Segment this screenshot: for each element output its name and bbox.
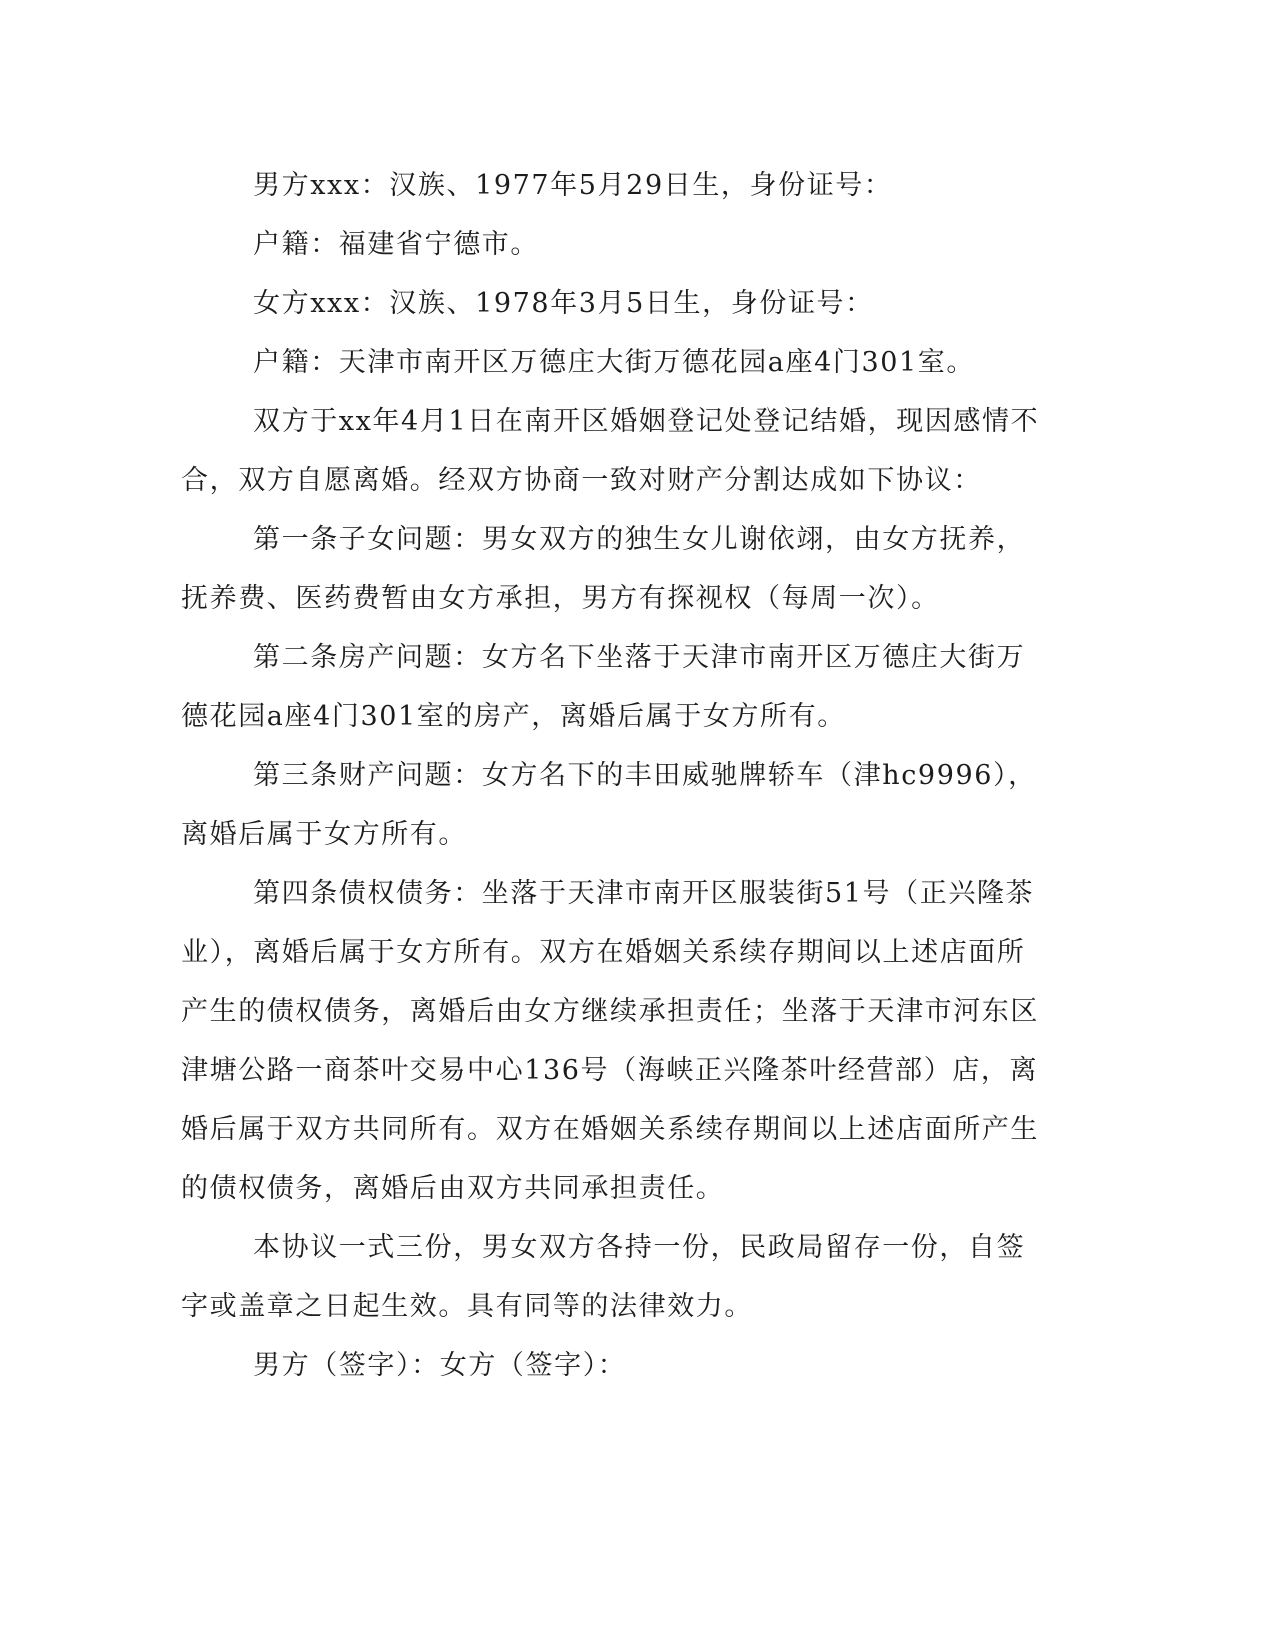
- paragraph-article-1-children: 第一条子女问题：男女双方的独生女儿谢依翊，由女方抚养，抚养费、医药费暂由女方承担，男方有探视权（每周一次）。: [181, 524, 1026, 614]
- paragraph-article-3-property: 第三条财产问题：女方名下的丰田威驰牌轿车（津hc9996），离婚后属于女方所有。: [181, 760, 1037, 850]
- paragraph-article-4-debts: 第四条债权债务：坐落于天津市南开区服装街51号（正兴隆茶业），离婚后属于女方所有。双方在婚姻关系续存期间以上述店面所产生的债权债务，离婚后由女方继续承担责任；坐落于天津市河东区津塘公路一商茶叶交易中心136号（海峡正兴隆茶叶经营部）店，离婚后属于双方共同所有。双方在婚姻关系续存期间以上述店面所产生的债权债务，离婚后由双方共同承担责任。: [181, 878, 1039, 1204]
- paragraph-male-party: 男方xxx：汉族、1977年5月29日生，身份证号：: [253, 170, 893, 201]
- paragraph-female-party: 女方xxx：汉族、1978年3月5日生，身份证号：: [253, 288, 874, 319]
- paragraph-marriage-background: 双方于xx年4月1日在南开区婚姻登记处登记结婚，现因感情不合，双方自愿离婚。经双方协商一致对财产分割达成如下协议：: [181, 406, 1040, 496]
- paragraph-copies-and-effect: 本协议一式三份，男女双方各持一份，民政局留存一份，自签字或盖章之日起生效。具有同等的法律效力。: [181, 1232, 1026, 1322]
- paragraph-article-2-real-estate: 第二条房产问题：女方名下坐落于天津市南开区万德庄大街万德花园a座4门301室的房产，离婚后属于女方所有。: [181, 642, 1026, 732]
- document-body: [181, 156, 1041, 1395]
- paragraph-male-household-registration: 户籍：福建省宁德市。: [253, 229, 539, 260]
- paragraph-female-household-registration: 户籍：天津市南开区万德庄大街万德花园a座4门301室。: [253, 347, 976, 378]
- paragraph-signatures: 男方（签字）：女方（签字）：: [253, 1350, 627, 1381]
